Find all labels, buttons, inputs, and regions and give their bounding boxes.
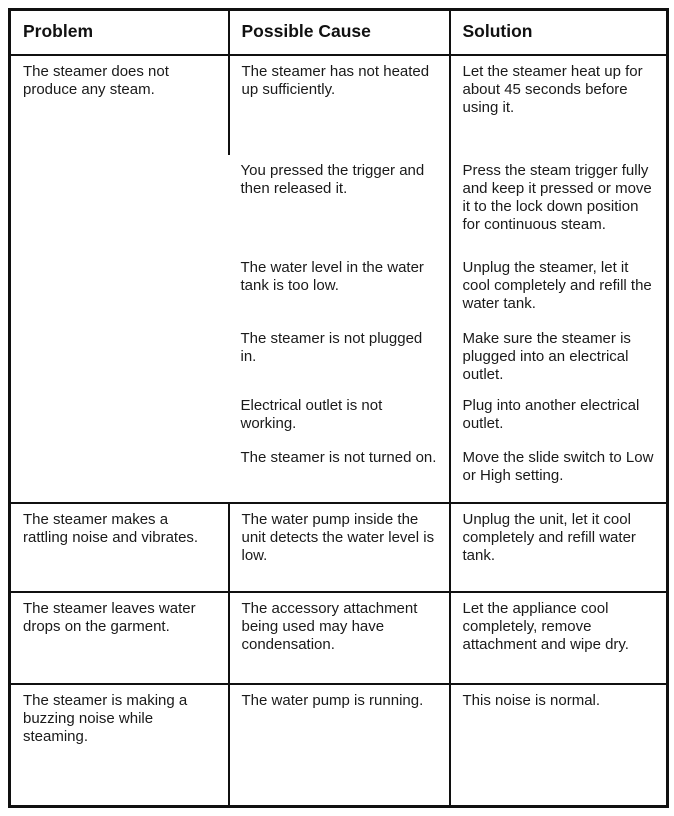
col-header-problem: Problem: [10, 10, 229, 55]
cause-cell: You pressed the trigger and then released it.: [240, 161, 425, 197]
table-row: [10, 684, 668, 807]
cause-cell: Electrical outlet is not working.: [240, 396, 383, 432]
cause-cell: The accessory attachment being used may have condensation.: [229, 592, 450, 684]
table-row: [10, 55, 668, 155]
cause-cell: The water pump is running.: [229, 684, 450, 807]
cause-cell: The water pump inside the unit detects the water level is low.: [229, 503, 450, 592]
solution-cell: Unplug the steamer, let it cool completely and refill the water tank.: [450, 252, 668, 323]
header-row: [10, 10, 668, 55]
problem-cell: The steamer leaves water drops on the garment.: [10, 592, 229, 684]
problem-cell: The steamer makes a rattling noise and vibrates.: [10, 503, 229, 592]
troubleshooting-table: [8, 8, 669, 808]
table-row: [10, 592, 668, 684]
cause-cell: The steamer is not plugged in.: [240, 329, 423, 365]
cause-cell: The water level in the water tank is too low.: [240, 258, 424, 294]
solution-cell: Unplug the unit, let it cool completely and refill water tank.: [450, 503, 668, 592]
solution-cell: Plug into another electrical outlet.: [450, 390, 668, 442]
problem-cell: The steamer is making a buzzing noise while steaming.: [10, 684, 229, 807]
col-header-solution: Solution: [450, 10, 668, 55]
solution-cell: Press the steam trigger fully and keep it pressed or move it to the lock down position for continuous steam.: [450, 155, 668, 252]
cause-cell: The steamer has not heated up sufficiently.: [229, 55, 450, 155]
solution-cell: Make sure the steamer is plugged into an electrical outlet.: [450, 323, 668, 390]
table-row: [10, 503, 668, 592]
solution-cell: Let the appliance cool completely, remove attachment and wipe dry.: [450, 592, 668, 684]
cause-cell: The steamer is not turned on.: [240, 448, 437, 466]
solution-cell: This noise is normal.: [450, 684, 668, 807]
solution-cell: Move the slide switch to Low or High setting.: [450, 442, 668, 503]
solution-cell: Let the steamer heat up for about 45 seconds before using it.: [450, 55, 668, 155]
col-header-possible-cause: Possible Cause: [229, 10, 450, 55]
problem-cell: The steamer does not produce any steam.: [10, 55, 229, 503]
